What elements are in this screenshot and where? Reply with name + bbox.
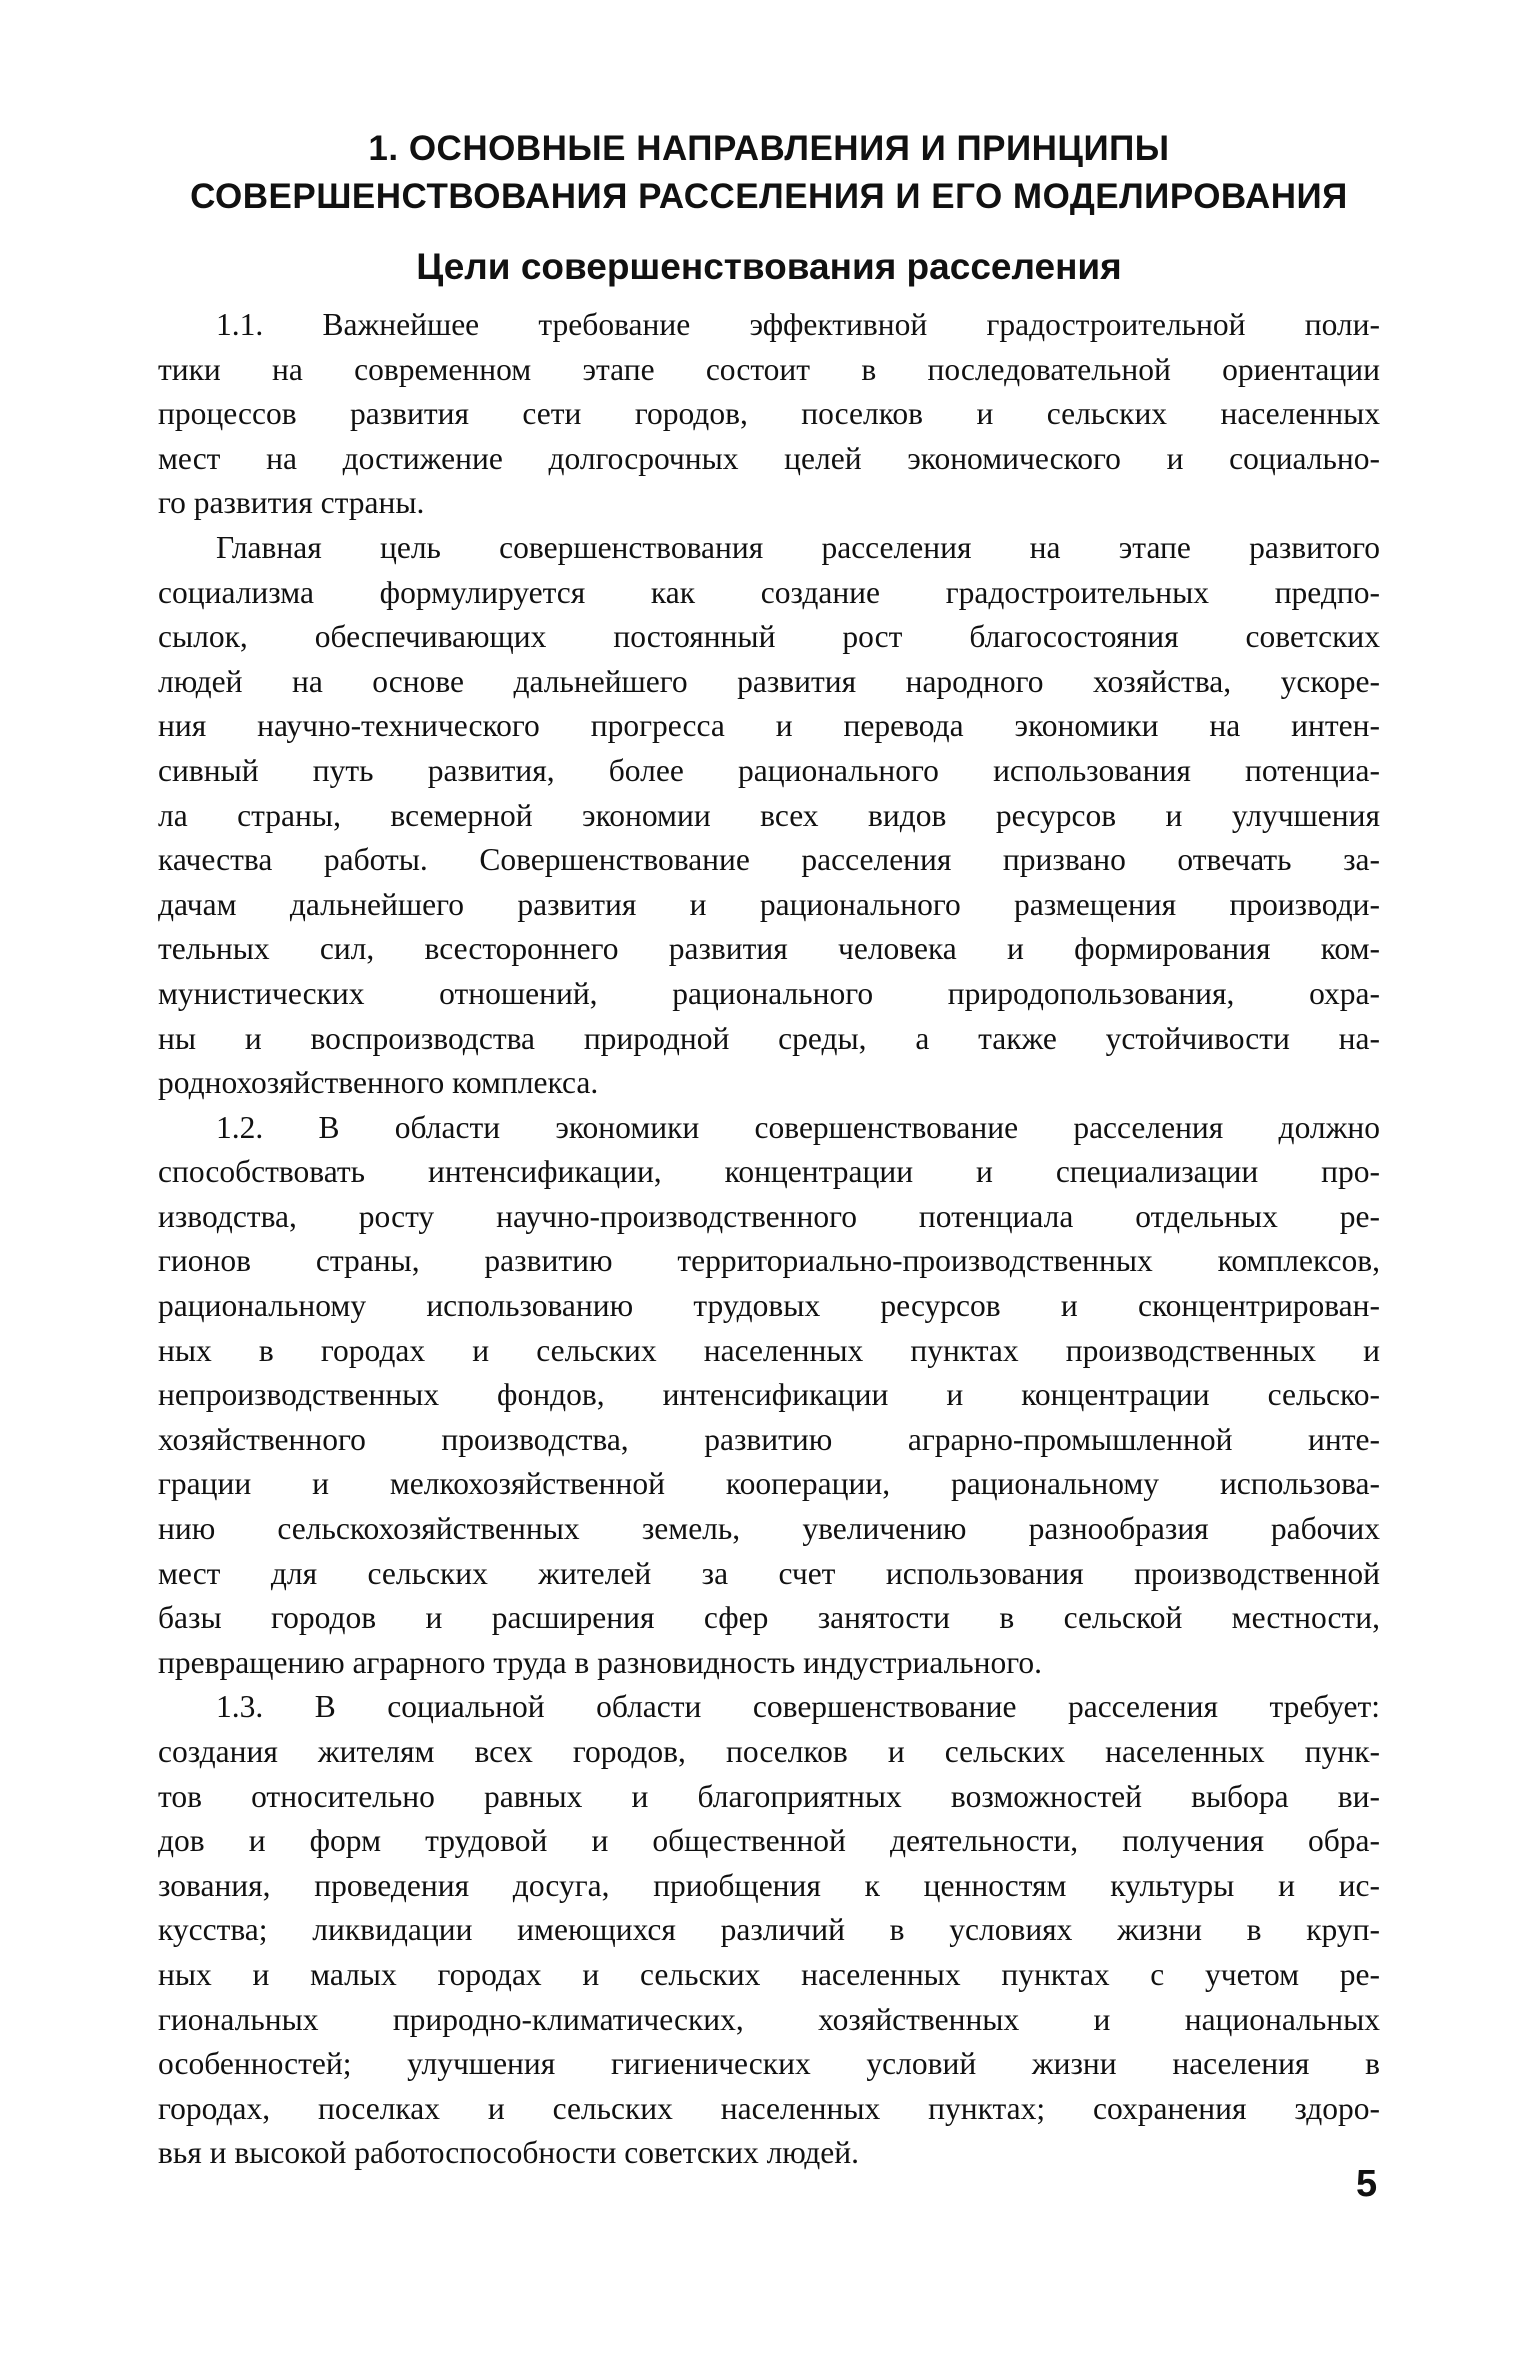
text-line: людей на основе дальнейшего развития народного хозяйства, ускоре- <box>158 663 1380 699</box>
text-line: базы городов и расширения сфер занятости в сельской местности, <box>158 1600 1380 1636</box>
text-line: ных в городах и сельских населенных пунктах производственных и <box>158 1332 1380 1368</box>
text-line: сылок, обеспечивающих постоянный рост благосостояния советских <box>158 619 1380 655</box>
chapter-title <box>158 125 1380 221</box>
text-line: нию сельскохозяйственных земель, увеличению разнообразия рабочих <box>158 1511 1380 1547</box>
text-line: особенностей; улучшения гигиенических условий жизни населения в <box>158 2046 1380 2082</box>
text-line: 1.2. В области экономики совершенствование расселения должно <box>216 1109 1380 1145</box>
text-line: мунистических отношений, рационального природопользования, охра- <box>158 975 1380 1011</box>
text-line: гиональных природно-климатических, хозяйственных и национальных <box>158 2001 1380 2037</box>
text-line: ла страны, всемерной экономии всех видов ресурсов и улучшения <box>158 797 1380 833</box>
text-line: зования, проведения досуга, приобщения к ценностям культуры и ис- <box>158 1867 1380 1903</box>
chapter-title-line-1: 1. ОСНОВНЫЕ НАПРАВЛЕНИЯ И ПРИНЦИПЫ <box>368 129 1170 168</box>
text-line: роднохозяйственного комплекса. <box>158 1065 599 1101</box>
text-line: социализма формулируется как создание градостроительных предпо- <box>158 574 1380 610</box>
text-line: Главная цель совершенствования расселения на этапе развитого <box>216 529 1380 565</box>
text-line: гионов страны, развитию территориально-производственных комплексов, <box>158 1243 1380 1279</box>
text-line: процессов развития сети городов, поселков и сельских населенных <box>158 396 1380 432</box>
text-line: непроизводственных фондов, интенсификации и концентрации сельско- <box>158 1377 1380 1413</box>
text-line: грации и мелкохозяйственной кооперации, рациональному использова- <box>158 1466 1380 1502</box>
paragraph <box>158 303 1380 526</box>
chapter-title-line-2: СОВЕРШЕНСТВОВАНИЯ РАССЕЛЕНИЯ И ЕГО МОДЕЛИРОВАНИЯ <box>190 177 1348 216</box>
body-text <box>158 303 1380 2176</box>
text-line: го развития страны. <box>158 485 425 521</box>
text-line: кусства; ликвидации имеющихся различий в условиях жизни в круп- <box>158 1912 1380 1948</box>
text-line: способствовать интенсификации, концентрации и специализации про- <box>158 1154 1380 1190</box>
text-line: вья и высокой работоспособности советских людей. <box>158 2135 859 2171</box>
page-content <box>158 125 1380 2176</box>
page-number: 5 <box>1356 2163 1378 2205</box>
paragraph <box>158 526 1380 1106</box>
text-line: дов и форм трудовой и общественной деятельности, получения обра- <box>158 1823 1380 1859</box>
text-line: хозяйственного производства, развитию аграрно-промышленной инте- <box>158 1421 1380 1457</box>
text-line: ных и малых городах и сельских населенных пунктах с учетом ре- <box>158 1956 1380 1992</box>
text-line: создания жителям всех городов, поселков и сельских населенных пунк- <box>158 1734 1380 1769</box>
text-line: качества работы. Совершенствование расселения призвано отвечать за- <box>158 842 1380 878</box>
text-line: тики на современном этапе состоит в последовательной ориентации <box>158 351 1380 387</box>
text-line: тов относительно равных и благоприятных возможностей выбора ви- <box>158 1778 1380 1814</box>
text-line: ны и воспроизводства природной среды, а также устойчивости на- <box>158 1020 1380 1056</box>
text-line: городах, поселках и сельских населенных пунктах; сохранения здоро- <box>158 2090 1380 2126</box>
text-line: рациональному использованию трудовых ресурсов и сконцентрирован- <box>158 1288 1380 1324</box>
text-line: мест на достижение долгосрочных целей экономического и социально- <box>158 440 1380 476</box>
text-line: изводства, росту научно-производственного потенциала отдельных ре- <box>158 1198 1380 1234</box>
paragraph <box>158 1106 1380 1686</box>
text-line: дачам дальнейшего развития и рационального размещения производи- <box>158 886 1380 922</box>
paragraph <box>158 1685 1380 2176</box>
text-line: тельных сил, всестороннего развития человека и формирования ком- <box>158 931 1380 967</box>
text-line: 1.3. В социальной области совершенствование расселения требует: <box>216 1689 1380 1725</box>
text-line: мест для сельских жителей за счет использования производственной <box>158 1555 1380 1591</box>
text-line: 1.1. Важнейшее требование эффективной градостроительной поли- <box>216 307 1380 342</box>
section-title: Цели совершенствования расселения <box>416 246 1122 287</box>
text-line: сивный путь развития, более рационального использования потенциа- <box>158 752 1380 788</box>
text-line: превращению аграрного труда в разновидность индустриального. <box>158 1644 1043 1680</box>
text-line: ния научно-технического прогресса и перевода экономики на интен- <box>158 708 1380 744</box>
